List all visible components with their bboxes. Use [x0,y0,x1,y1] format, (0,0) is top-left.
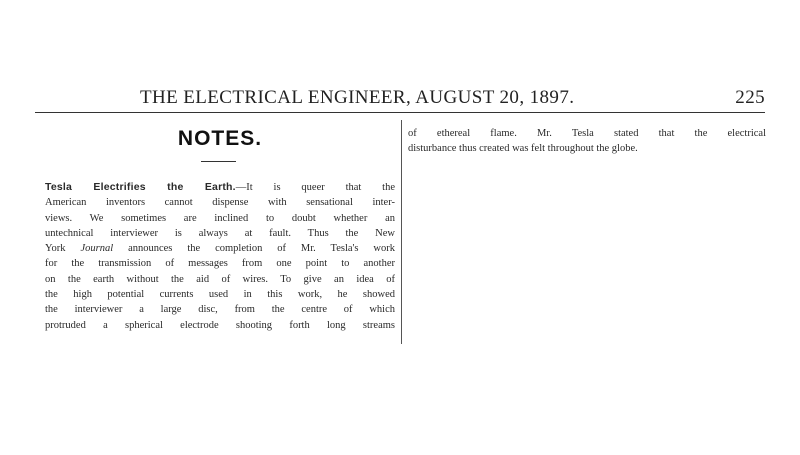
right-column [408,126,766,157]
journal-title: Journal [80,243,114,255]
text-line: the interviewer a large disc, from the centre of which [45,304,395,316]
left-column [45,180,395,333]
text-line: the high potential currents used in this work, he showed [45,289,395,301]
text-line: protruded a spherical electrode shooting forth long streams [45,319,395,331]
text-line: of ethereal flame. Mr. Tesla stated that the electrical [408,128,766,139]
column-divider [401,120,402,344]
text-line [45,241,395,256]
text-line: American inventors cannot dispense with sensational inter- [45,197,395,209]
text-line: on the earth without the aid of wires. To give an idea of [45,273,395,285]
text-line [45,180,395,195]
text-line: untechnical interviewer is always at fault. Thus the New [45,227,395,239]
text-line: views. We sometimes are inclined to doubt whether an [45,212,395,224]
section-heading: NOTES. [177,127,263,150]
text-fragment: York [45,243,66,255]
text-line: for the transmission of messages from one point to another [45,258,395,270]
running-head-title: THE ELECTRICAL ENGINEER, AUGUST 20, 1897. [140,87,575,108]
header-rule [35,112,765,113]
text-line: disturbance thus created was felt throughout the globe. [408,143,638,155]
page-number: 225 [735,87,765,108]
text-fragment: announces the completion of Mr. Tesla's work [128,243,396,255]
heading-rule [201,161,236,162]
text-fragment: —It is queer that the [235,182,395,193]
running-head [140,87,765,109]
article-lead-in: Tesla Electrifies the Earth. [45,181,236,193]
